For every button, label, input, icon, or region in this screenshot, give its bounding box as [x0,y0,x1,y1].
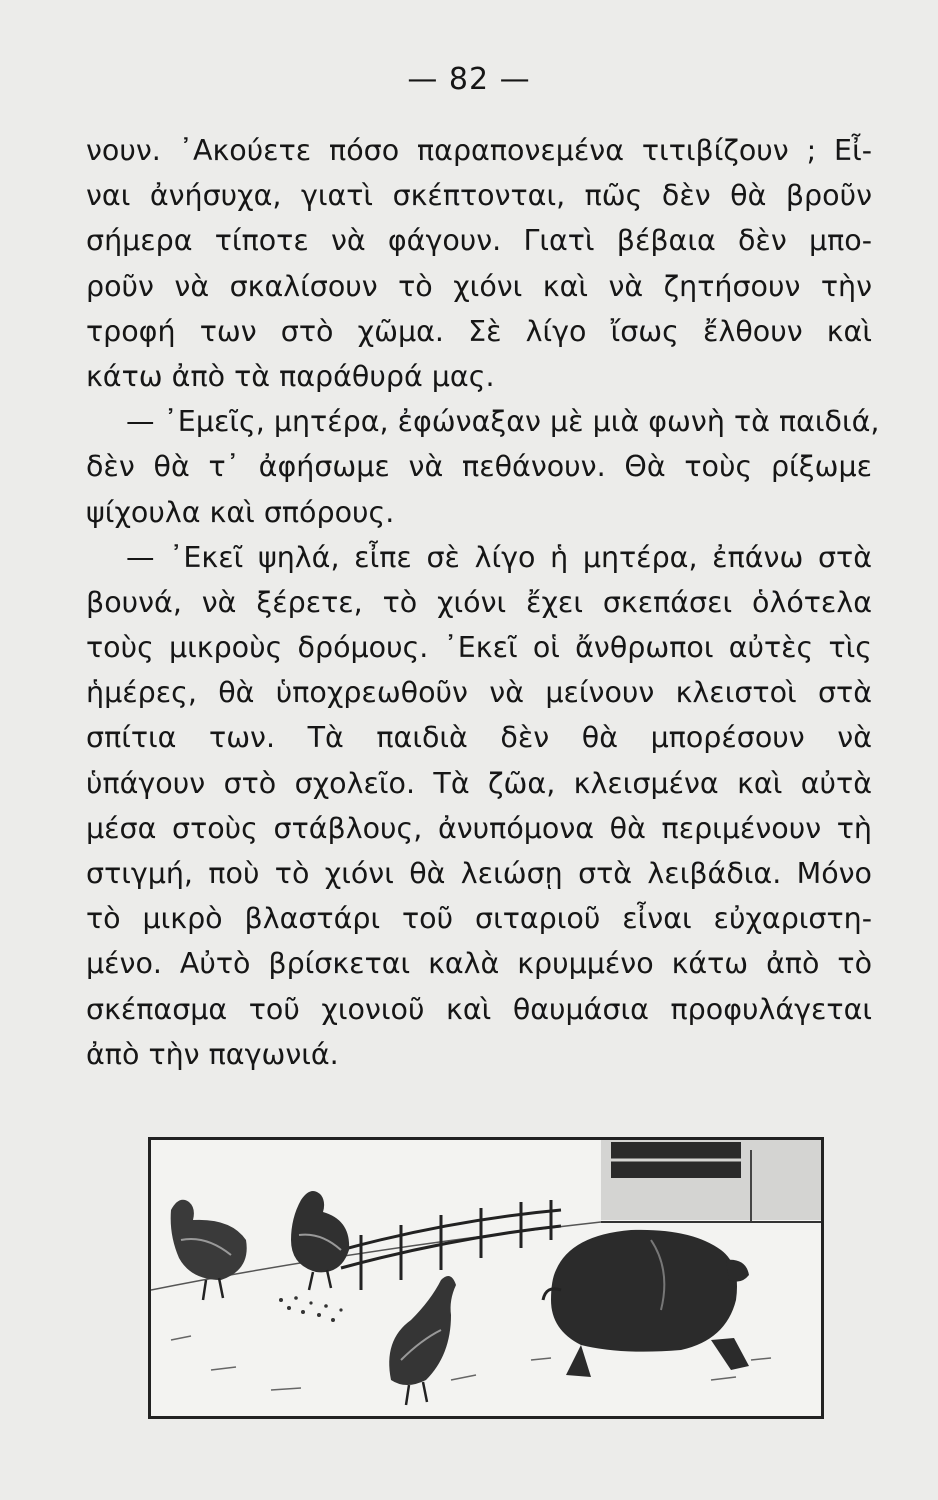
text-line: ἀπὸ τὴν παγωνιά. [86,1037,339,1071]
hen-icon [291,1191,349,1290]
text-line: ψίχουλα καὶ σπόρους. [86,495,395,529]
text-line: — ᾿Εμεῖς, μητέρα, ἐφώναξαν μὲ μιὰ φωνὴ τὰ παιδιά, [126,405,880,439]
pig-icon [543,1230,749,1377]
text-line: βουνά, νὰ ξέρετε, τὸ χιόνι ἔχει σκεπάσει ὁλότελα [86,585,872,619]
text-line: δὲν θὰ τ᾿ ἀφήσωμε νὰ πεθάνουν. Θὰ τοὺς ρίξωμε [86,450,872,484]
fence-icon [341,1200,561,1290]
text-line: σκέπασμα τοῦ χιονιοῦ καὶ θαυμάσια προφυλάγεται [86,992,872,1026]
text-line: μέσα στοὺς στάβλους, ἀνυπόμονα θὰ περιμένουν τὴ [86,811,872,845]
text-line: τροφή των στὸ χῶμα. Σὲ λίγο ἴσως ἔλθουν καὶ [86,314,872,348]
body-text [86,128,880,1077]
text-line: σήμερα τίποτε νὰ φάγουν. Γιατὶ βέβαια δὲν μπο- [86,224,872,258]
text-line: ναι ἀνήσυχα, γιατὶ σκέπτονται, πῶς δὲν θὰ βροῦν [86,179,872,213]
text-line: τοὺς μικροὺς δρόμους. ᾿Εκεῖ οἱ ἄνθρωποι αὐτὲς τὶς [86,631,872,665]
text-line: τὸ μικρὸ βλαστάρι τοῦ σιταριοῦ εἶναι εὐχαριστη- [86,902,872,936]
text-line: κάτω ἀπὸ τὰ παράθυρά μας. [86,359,495,393]
page-number: — 82 — [407,62,531,97]
text-line: — ᾿Εκεῖ ψηλά, εἶπε σὲ λίγο ἡ μητέρα, ἐπάνω στὰ [126,540,872,574]
text-line: νουν. ᾿Ακούετε πόσο παραπονεμένα τιτιβίζουν ; Εἶ- [86,134,872,167]
text-line: ὑπάγουν στὸ σχολεῖο. Τὰ ζῶα, κλεισμένα καὶ αὐτὰ [86,766,872,800]
text-line: μένο. Αὐτὸ βρίσκεται καλὰ κρυμμένο κάτω ἀπὸ τὸ [86,947,872,981]
text-line: σπίτια των. Τὰ παιδιὰ δὲν θὰ μπορέσουν νὰ [86,721,872,755]
hens-and-pig-illustration [148,1137,824,1419]
hen-icon [171,1200,247,1300]
text-line: στιγμή, ποὺ τὸ χιόνι θὰ λειώσῃ στὰ λειβάδια. Μόνο [86,857,872,890]
hen-icon [389,1276,456,1405]
text-line: ἡμέρες, θὰ ὑποχρεωθοῦν νὰ μείνουν κλειστοὶ στὰ [86,676,872,710]
text-line: ροῦν νὰ σκαλίσουν τὸ χιόνι καὶ νὰ ζητήσουν τὴν [86,269,872,303]
hens-and-pig-drawing-icon [151,1140,821,1416]
